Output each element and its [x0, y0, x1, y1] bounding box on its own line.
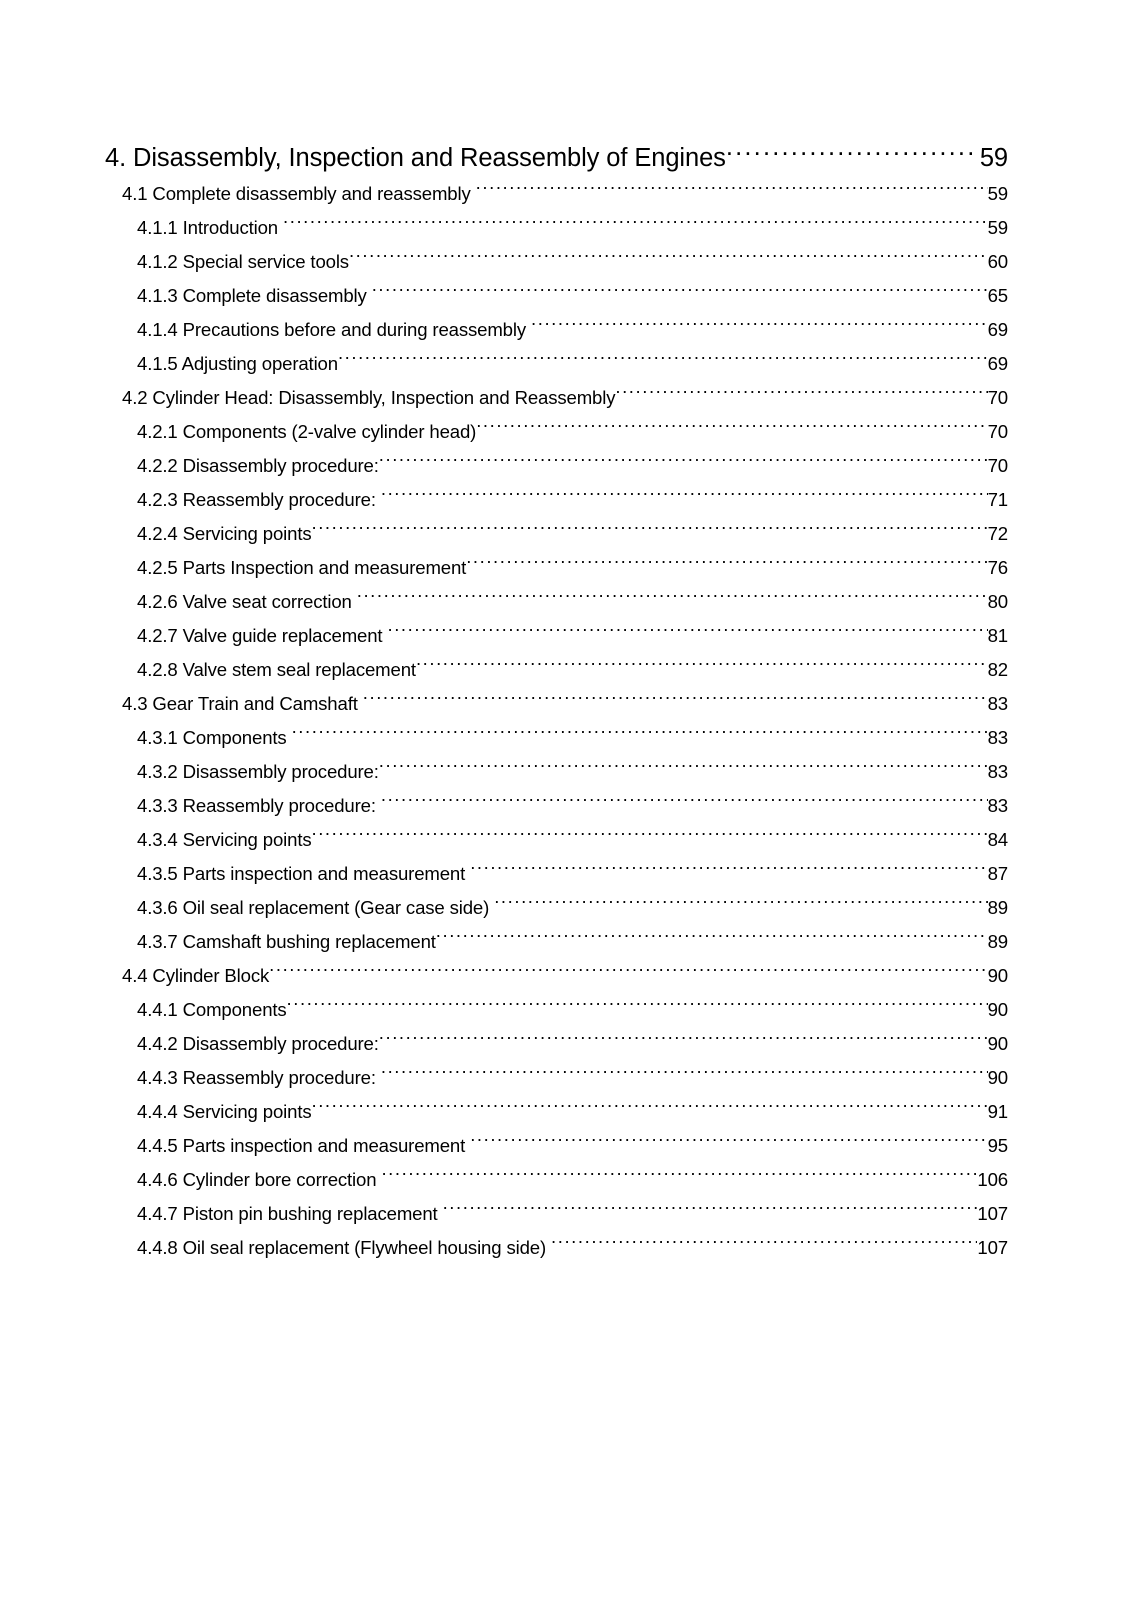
toc-dot-leader [311, 827, 987, 846]
toc-entry[interactable] [0, 1095, 1131, 1129]
toc-entry[interactable] [0, 245, 1131, 279]
toc-page-number: 89 [987, 931, 1008, 952]
toc-page-number: 106 [977, 1169, 1008, 1190]
toc-entry-label: 4.4.1 Components [137, 999, 287, 1020]
toc-entry[interactable] [0, 313, 1131, 347]
toc-entry[interactable] [0, 959, 1131, 993]
toc-dot-leader [292, 725, 988, 744]
toc-dot-leader [311, 1099, 987, 1118]
toc-page-number: 95 [987, 1135, 1008, 1156]
toc-page-number: 83 [987, 795, 1008, 816]
toc-page-number: 72 [987, 523, 1008, 544]
toc-dot-leader [349, 249, 988, 268]
toc-entry[interactable] [0, 857, 1131, 891]
toc-entry[interactable] [0, 721, 1131, 755]
toc-entry-label: 4.2.8 Valve stem seal replacement [137, 659, 416, 680]
toc-dot-leader [726, 141, 978, 167]
toc-entry[interactable] [0, 653, 1131, 687]
toc-page-number: 89 [987, 897, 1008, 918]
toc-dot-leader [379, 759, 988, 778]
toc-entry-label: 4.2.4 Servicing points [137, 523, 312, 544]
toc-dot-leader [443, 1201, 978, 1220]
toc-dot-leader [381, 793, 988, 812]
toc-page-number: 60 [987, 251, 1008, 272]
toc-entry[interactable] [0, 993, 1131, 1027]
toc-page-number: 87 [987, 863, 1008, 884]
table-of-contents [0, 139, 1131, 1265]
toc-entry[interactable] [0, 1231, 1131, 1265]
toc-entry[interactable] [0, 891, 1131, 925]
toc-entry-label: 4.1.3 Complete disassembly [137, 285, 367, 306]
toc-dot-leader [551, 1235, 977, 1254]
toc-entry-label: 4.1.1 Introduction [137, 217, 278, 238]
toc-entry[interactable] [0, 483, 1131, 517]
toc-entry-label: 4.4.6 Cylinder bore correction [137, 1169, 377, 1190]
toc-entry[interactable] [0, 279, 1131, 313]
toc-dot-leader [476, 419, 987, 438]
toc-entry-label: 4.4.2 Disassembly procedure: [137, 1033, 379, 1054]
toc-page-number: 69 [987, 319, 1008, 340]
toc-dot-leader [470, 1133, 987, 1152]
toc-dot-leader [357, 589, 988, 608]
toc-page-number: 80 [987, 591, 1008, 612]
toc-entry-label: 4.2.7 Valve guide replacement [137, 625, 383, 646]
toc-entry-label: 4.3 Gear Train and Camshaft [122, 693, 358, 714]
toc-page-number: 81 [987, 625, 1008, 646]
toc-entry-label: 4.3.6 Oil seal replacement (Gear case side) [137, 897, 490, 918]
toc-page-number: 70 [987, 455, 1008, 476]
toc-entry[interactable] [0, 789, 1131, 823]
toc-entry[interactable] [0, 585, 1131, 619]
toc-page-number: 59 [987, 217, 1008, 238]
toc-entry[interactable] [0, 1197, 1131, 1231]
toc-entry[interactable] [0, 551, 1131, 585]
toc-entry[interactable] [0, 1163, 1131, 1197]
toc-entry-label: 4.3.4 Servicing points [137, 829, 312, 850]
toc-page-number: 90 [987, 965, 1008, 986]
toc-entry[interactable] [0, 381, 1131, 415]
toc-entry-label: 4.3.1 Components [137, 727, 287, 748]
toc-entry[interactable] [0, 415, 1131, 449]
toc-entry-label: 4.4.5 Parts inspection and measurement [137, 1135, 466, 1156]
toc-dot-leader [381, 487, 988, 506]
toc-page-number: 59 [987, 183, 1008, 204]
toc-entry[interactable] [0, 517, 1131, 551]
toc-entry[interactable] [0, 139, 1131, 177]
toc-entry-label: 4.2.5 Parts Inspection and measurement [137, 557, 467, 578]
toc-dot-leader [287, 997, 988, 1016]
toc-entry-label: 4.3.7 Camshaft bushing replacement [137, 931, 436, 952]
toc-page-number: 83 [987, 761, 1008, 782]
toc-dot-leader [311, 521, 987, 540]
toc-dot-leader [466, 555, 987, 574]
toc-entry-label: 4.4.4 Servicing points [137, 1101, 312, 1122]
toc-dot-leader [381, 1167, 977, 1186]
toc-entry[interactable] [0, 1027, 1131, 1061]
toc-page-number: 82 [987, 659, 1008, 680]
toc-entry[interactable] [0, 211, 1131, 245]
toc-entry-label: 4.3.3 Reassembly procedure: [137, 795, 376, 816]
toc-page-number: 71 [987, 489, 1008, 510]
toc-dot-leader [416, 657, 988, 676]
toc-entry-label: 4.1.2 Special service tools [137, 251, 349, 272]
toc-dot-leader [379, 1031, 988, 1050]
toc-dot-leader [476, 181, 988, 200]
toc-entry[interactable] [0, 1129, 1131, 1163]
toc-dot-leader [338, 351, 988, 370]
toc-entry-label: 4.2.6 Valve seat correction [137, 591, 352, 612]
toc-page-number: 91 [987, 1101, 1008, 1122]
toc-entry-label: 4.2.2 Disassembly procedure: [137, 455, 379, 476]
toc-page-number: 69 [987, 353, 1008, 374]
toc-dot-leader [381, 1065, 988, 1084]
toc-dot-leader [470, 861, 987, 880]
toc-page-number: 107 [977, 1203, 1008, 1224]
toc-dot-leader [363, 691, 988, 710]
toc-entry-label: 4.2.3 Reassembly procedure: [137, 489, 376, 510]
toc-dot-leader [379, 453, 988, 472]
toc-dot-leader [531, 317, 988, 336]
toc-entry-label: 4.1 Complete disassembly and reassembly [122, 183, 471, 204]
toc-entry-label: 4.1.5 Adjusting operation [137, 353, 338, 374]
toc-entry-label: 4.4.3 Reassembly procedure: [137, 1067, 376, 1088]
toc-entry-label: 4.3.2 Disassembly procedure: [137, 761, 379, 782]
toc-entry[interactable] [0, 687, 1131, 721]
toc-entry[interactable] [0, 347, 1131, 381]
toc-page-number: 90 [987, 999, 1008, 1020]
toc-page-number: 65 [987, 285, 1008, 306]
toc-entry[interactable] [0, 619, 1131, 653]
toc-entry[interactable] [0, 823, 1131, 857]
toc-entry[interactable] [0, 925, 1131, 959]
toc-page-number: 83 [987, 693, 1008, 714]
toc-entry-label: 4. Disassembly, Inspection and Reassembly of Engines [105, 144, 726, 172]
toc-page-number: 76 [987, 557, 1008, 578]
toc-page-number: 70 [987, 421, 1008, 442]
toc-entry[interactable] [0, 1061, 1131, 1095]
toc-entry[interactable] [0, 755, 1131, 789]
toc-entry-label: 4.2 Cylinder Head: Disassembly, Inspection and Reassembly [122, 387, 616, 408]
toc-entry[interactable] [0, 177, 1131, 211]
toc-dot-leader [615, 385, 987, 404]
toc-page-number: 90 [987, 1033, 1008, 1054]
toc-page-number: 59 [979, 144, 1008, 172]
toc-entry-label: 4.4.8 Oil seal replacement (Flywheel housing side) [137, 1237, 546, 1258]
toc-dot-leader [494, 895, 987, 914]
toc-entry-label: 4.4.7 Piston pin bushing replacement [137, 1203, 438, 1224]
toc-page-number: 90 [987, 1067, 1008, 1088]
toc-dot-leader [269, 963, 987, 982]
toc-dot-leader [372, 283, 988, 302]
toc-page-number: 70 [987, 387, 1008, 408]
toc-entry-label: 4.4 Cylinder Block [122, 965, 270, 986]
toc-entry[interactable] [0, 449, 1131, 483]
toc-page-number: 84 [987, 829, 1008, 850]
toc-entry-label: 4.3.5 Parts inspection and measurement [137, 863, 466, 884]
toc-entry-label: 4.1.4 Precautions before and during reassembly [137, 319, 526, 340]
toc-page-number: 83 [987, 727, 1008, 748]
toc-dot-leader [283, 215, 988, 234]
toc-dot-leader [436, 929, 988, 948]
toc-dot-leader [387, 623, 987, 642]
toc-entry-label: 4.2.1 Components (2-valve cylinder head) [137, 421, 477, 442]
toc-page-number: 107 [977, 1237, 1008, 1258]
